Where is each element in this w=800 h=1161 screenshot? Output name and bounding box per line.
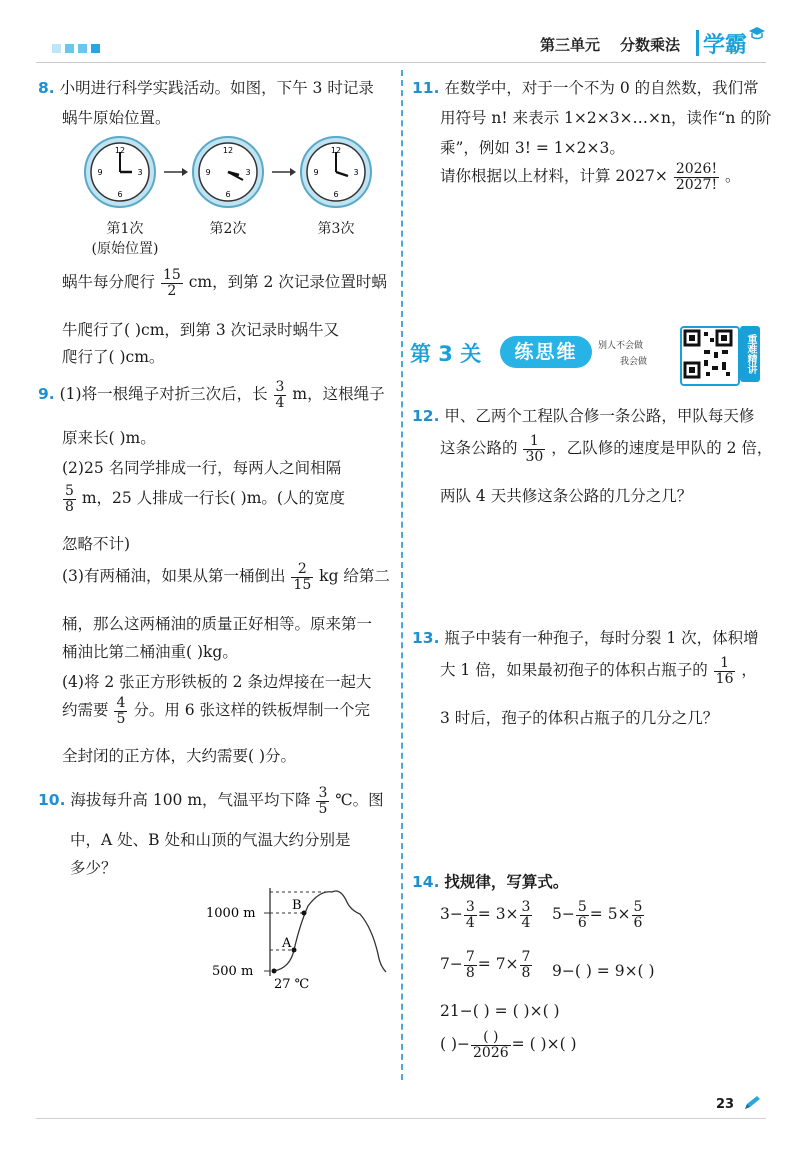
svg-text:3: 3 — [137, 168, 143, 177]
graduation-cap-icon — [748, 26, 766, 44]
fraction: $\frac{3}{5}$ — [318, 785, 328, 817]
fraction: $\frac{2026!}{2027!}$ — [675, 161, 718, 193]
q9-part4-end: 全封闭的正方体，大约需要( )分。 — [62, 747, 297, 765]
stage-label: 第 3 关 — [410, 342, 482, 366]
stage-banner — [410, 334, 690, 370]
question-number: 11. — [412, 79, 440, 97]
q12-line1: 12. 甲、乙两个工程队合修一条公路，甲队每天修 — [412, 407, 755, 425]
svg-text:9: 9 — [97, 168, 103, 177]
fraction: $\frac{3}{4}$ — [275, 379, 285, 411]
q9-part3-end: 桶油比第二桶油重( )kg。 — [62, 643, 238, 661]
qr-code[interactable] — [680, 326, 740, 386]
svg-text:12: 12 — [114, 146, 126, 155]
q11-line1: 11. 在数学中，对于一个不为 0 的自然数，我们常 — [412, 79, 759, 97]
fraction: $\frac{15}{2}$ — [162, 267, 181, 299]
header-deco-square — [52, 44, 61, 53]
qr-tag: 重难精讲 — [740, 326, 760, 382]
q8-line1: 8. 小明进行科学实践活动。如图，下午 3 时记录 — [38, 79, 374, 97]
stage-note-1: 别人不会做 — [598, 341, 644, 351]
fraction: $\frac{1}{30}$ — [525, 433, 544, 465]
svg-text:12: 12 — [222, 146, 234, 155]
q9-part3-cont: 桶，那么这两桶油的质量正好相等。原来第一 — [62, 615, 373, 633]
stage-note-2: 我会做 — [620, 357, 648, 367]
question-number: 9. — [38, 385, 55, 404]
footer-rule — [36, 1118, 766, 1119]
q8-line3: 蜗牛每分爬行 $\frac{15}{2}$ cm，到第 2 次记录位置时蜗 — [62, 267, 387, 299]
pencil-icon — [742, 1094, 762, 1116]
temp-label: 27 ℃ — [274, 977, 310, 992]
mountain-diagram — [200, 884, 400, 994]
header-rule — [36, 62, 766, 63]
q9-part4-cont: 约需要 $\frac{4}{5}$ 分。用 6 张这样的铁板焊制一个完 — [62, 695, 371, 727]
fraction: $\frac{2}{15}$ — [293, 561, 312, 593]
svg-text:6: 6 — [333, 190, 339, 199]
q9-part3: (3)有两桶油，如果从第一桶倒出 $\frac{2}{15}$ kg 给第二 — [62, 561, 390, 593]
q9-part1: 9. (1)将一根绳子对折三次后，长 $\frac{3}{4}$ m，这根绳子 — [38, 379, 385, 411]
page-number: 23 — [716, 1097, 735, 1112]
clock-2 — [193, 137, 263, 207]
svg-text:6: 6 — [225, 190, 231, 199]
svg-text:3: 3 — [245, 168, 251, 177]
clock1-caption: 第1次 — [106, 221, 144, 237]
header-deco-square — [91, 44, 100, 53]
q11-line4: 请你根据以上材料，计算 2027× $\frac{2026!}{2027!}$ 。 — [440, 161, 741, 193]
clock1-subcaption: (原始位置) — [91, 241, 159, 257]
label-500m: 500 m — [212, 964, 254, 979]
stage-pill: 练思维 — [500, 336, 592, 368]
header-deco-square — [65, 44, 74, 53]
clock-3 — [301, 137, 371, 207]
q10-line3: 多少？ — [70, 859, 117, 877]
q12-line2: 这条公路的 $\frac{1}{30}$ ，乙队修的速度是甲队的 2 倍， — [440, 433, 773, 465]
clock-1 — [85, 137, 155, 207]
q13-line1: 13. 瓶子中装有一种孢子，每时分裂 1 次，体积增 — [412, 629, 759, 647]
svg-text:3: 3 — [353, 168, 359, 177]
q8-line5: 爬行了( )cm。 — [62, 348, 165, 366]
svg-text:9: 9 — [313, 168, 319, 177]
label-1000m: 1000 m — [206, 906, 256, 921]
q12-line3: 两队 4 天共修这条公路的几分之几？ — [440, 487, 693, 505]
q9-part2: (2)25 名同学排成一行，每两人之间相隔 — [62, 459, 342, 477]
question-number: 10. — [38, 791, 66, 810]
q11-line2: 用符号 n! 来表示 1×2×3×…×n，读作“n 的阶 — [440, 109, 772, 127]
question-number: 12. — [412, 407, 440, 425]
question-number: 13. — [412, 629, 440, 647]
q14-eq6: ( )− $\frac{( )}{2026}$ = ( )×( ) — [440, 1029, 577, 1061]
q8-line4: 牛爬行了( )cm，到第 3 次记录时蜗牛又 — [62, 321, 340, 339]
topic-title: 分数乘法 — [620, 36, 681, 54]
svg-text:12: 12 — [330, 146, 342, 155]
question-number: 14. — [412, 873, 440, 891]
q9-part1-cont: 原来长( )m。 — [62, 429, 156, 447]
q10-line2: 中，A 处、B 处和山顶的气温大约分别是 — [70, 831, 351, 849]
point-a-label: A — [282, 936, 292, 951]
fraction: $\frac{4}{5}$ — [116, 695, 126, 727]
q14-eq1: 3− $\frac{3}{4}$ = 3× $\frac{3}{4}$ — [440, 899, 531, 931]
q8-line2: 蜗牛原始位置。 — [62, 109, 171, 127]
q9-part4: (4)将 2 张正方形铁板的 2 条边焊接在一起大 — [62, 673, 372, 691]
q9-part2-end: 忽略不计) — [62, 535, 131, 553]
column-separator — [401, 70, 403, 1080]
fraction: $\frac{1}{16}$ — [715, 655, 734, 687]
question-number: 8. — [38, 79, 55, 97]
point-b-label: B — [292, 898, 302, 913]
fraction: $\frac{5}{8}$ — [65, 483, 74, 515]
header-deco-square — [78, 44, 87, 53]
clock3-caption: 第3次 — [317, 221, 355, 237]
clock-sequence — [80, 134, 380, 214]
q14-title: 14. 找规律，写算式。 — [412, 873, 569, 891]
brand-bar — [696, 30, 699, 56]
unit-title: 第三单元 — [540, 36, 601, 54]
q11-line3: 乘”，例如 3! = 1×2×3。 — [440, 139, 625, 157]
clock2-caption: 第2次 — [209, 221, 247, 237]
svg-text:6: 6 — [117, 190, 123, 199]
brand-logo: 学霸 — [703, 33, 748, 58]
svg-text:9: 9 — [205, 168, 211, 177]
q13-line2: 大 1 倍，如果最初孢子的体积占瓶子的 $\frac{1}{16}$ ， — [440, 655, 757, 687]
q9-part2-cont: $\frac{5}{8}$ m，25 人排成一行长( )m。(人的宽度 — [65, 483, 345, 515]
q14-eq5: 21−( ) = ( )×( ) — [440, 1002, 560, 1020]
q10-line1: 10. 海拔每升高 100 m，气温平均下降 $\frac{3}{5}$ ℃。图 — [38, 785, 384, 817]
q14-eq3: 7− $\frac{7}{8}$ = 7× $\frac{7}{8}$ — [440, 949, 531, 981]
q14-eq2: 5− $\frac{5}{6}$ = 5× $\frac{5}{6}$ — [552, 899, 643, 931]
q13-line3: 3 时后，孢子的体积占瓶子的几分之几？ — [440, 709, 719, 727]
q14-eq4: 9−( ) = 9×( ) — [552, 962, 655, 980]
